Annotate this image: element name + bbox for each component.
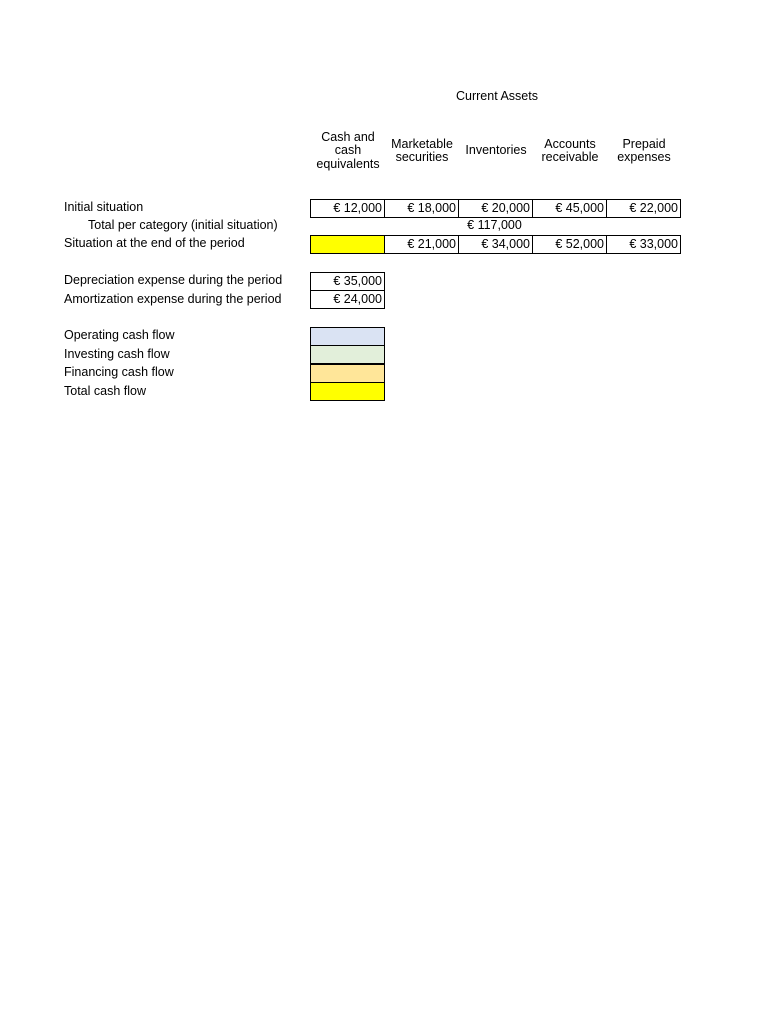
- cell-end-prepaid[interactable]: € 33,000: [606, 235, 681, 254]
- column-header-inventories: Inventories: [465, 143, 527, 158]
- cell-end-cash[interactable]: [310, 235, 385, 254]
- cell-financing-cash-flow[interactable]: [310, 364, 385, 383]
- cell-depreciation[interactable]: € 35,000: [310, 272, 385, 291]
- column-header-cash: Cash and cash equivalents: [316, 129, 380, 171]
- cell-end-marketable[interactable]: € 21,000: [384, 235, 459, 254]
- cell-total-initial[interactable]: € 117,000: [467, 218, 522, 232]
- section-title: Current Assets: [456, 89, 538, 103]
- label-total-cash-flow: Total cash flow: [64, 384, 146, 398]
- column-header-marketable-securities: Marketable securities: [391, 136, 453, 164]
- row-label-initial: Initial situation: [64, 200, 144, 214]
- cell-initial-inventories[interactable]: € 20,000: [458, 199, 533, 218]
- column-header-prepaid-expenses: Prepaid expenses: [617, 136, 671, 164]
- label-financing-cash-flow: Financing cash flow: [64, 365, 174, 379]
- label-depreciation: Depreciation expense during the period: [64, 273, 283, 287]
- cell-investing-cash-flow[interactable]: [310, 345, 385, 364]
- cell-initial-marketable[interactable]: € 18,000: [384, 199, 459, 218]
- cell-initial-prepaid[interactable]: € 22,000: [606, 199, 681, 218]
- cell-end-receivable[interactable]: € 52,000: [532, 235, 607, 254]
- cell-end-inventories[interactable]: € 34,000: [458, 235, 533, 254]
- column-header-accounts-receivable: Accounts receivable: [541, 136, 599, 164]
- row-label-end: Situation at the end of the period: [64, 236, 245, 250]
- cell-initial-receivable[interactable]: € 45,000: [532, 199, 607, 218]
- row-label-total: Total per category (initial situation): [88, 218, 278, 232]
- label-amortization: Amortization expense during the period: [64, 292, 282, 306]
- cell-operating-cash-flow[interactable]: [310, 327, 385, 346]
- cell-initial-cash[interactable]: € 12,000: [310, 199, 385, 218]
- cell-total-cash-flow[interactable]: [310, 382, 385, 401]
- label-investing-cash-flow: Investing cash flow: [64, 347, 170, 361]
- cell-amortization[interactable]: € 24,000: [310, 290, 385, 309]
- label-operating-cash-flow: Operating cash flow: [64, 328, 175, 342]
